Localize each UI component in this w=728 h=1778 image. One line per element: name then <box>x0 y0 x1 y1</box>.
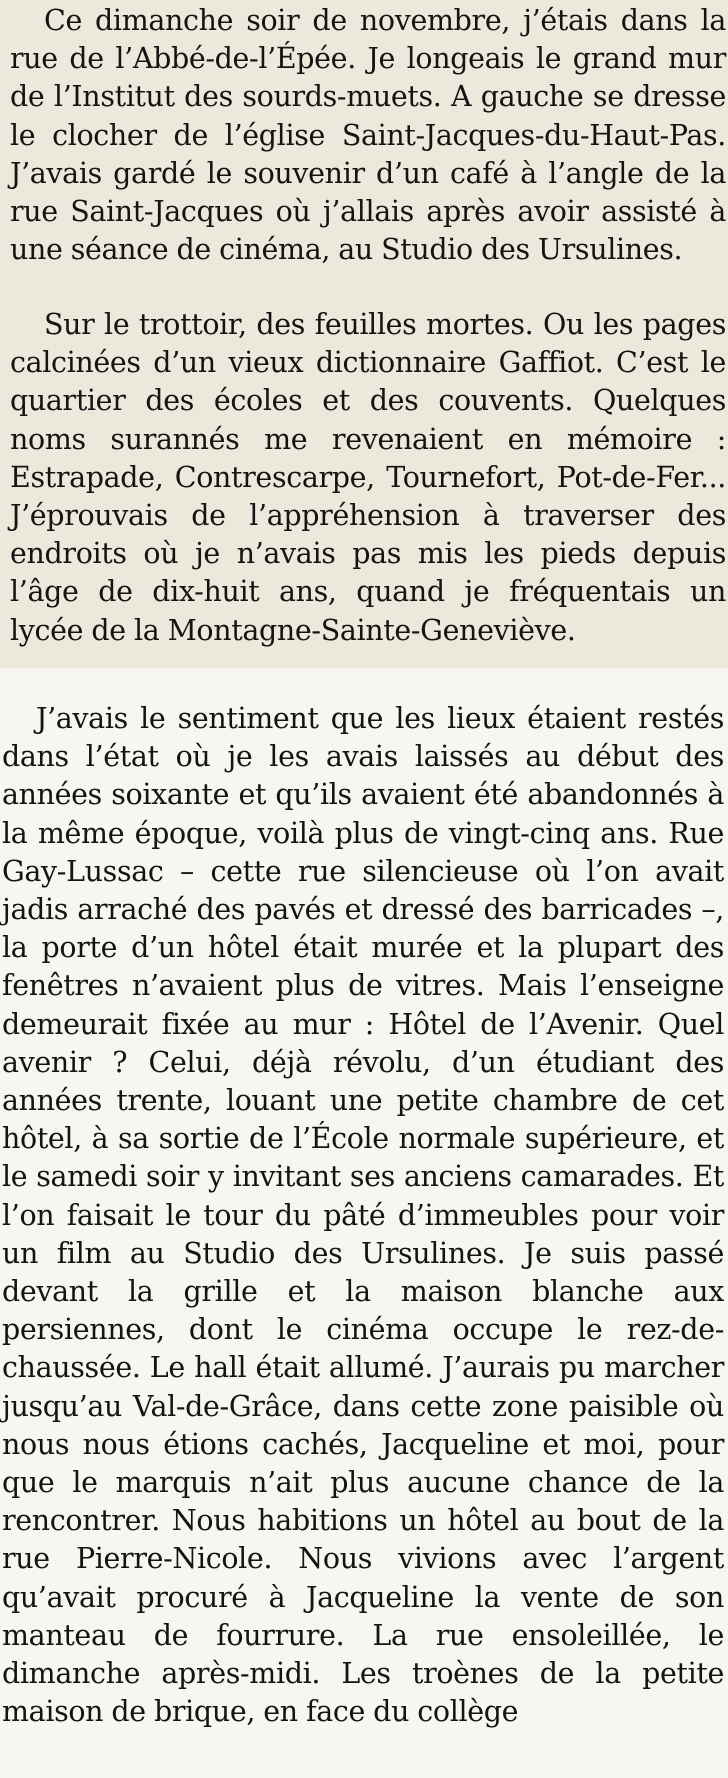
top-text-block <box>0 0 728 668</box>
paragraph-2: Sur le trottoir, des feuilles mortes. Ou les pages calcinées d’un vieux dictionnaire Gaffiot. C’est le quartier des écoles et des couvents. Quelques noms surannés me revenaient en mémoire : Estrapade, Contrescarpe, Tournefort, Pot-de-Fer... J’éprouvais de l’appréhension à traverser des endroits où je n’avais pas mis les pieds depuis l’âge de dix-huit ans, quand je fréquentais un lycée de la Montagne-Sainte-Geneviève. <box>10 308 726 647</box>
paragraph-1: Ce dimanche soir de novembre, j’étais dans la rue de l’Abbé-de-l’Épée. Je longeais le grand mur de l’Institut des sourds-muets. A gauche se dresse le clocher de l’église Saint-Jacques-du-Haut-Pas. J’avais gardé le souvenir d’un café à l’angle de la rue Saint-Jacques où j’allais après avoir assisté à une séance de cinéma, au Studio des Ursulines. <box>10 4 726 267</box>
paragraph-3: J’avais le sentiment que les lieux étaient restés dans l’état où je les avais laissés au début des années soixante et qu’ils avaient été abandonnés à la même époque, voilà plus de vingt-cinq ans. Rue Gay-Lussac – cette rue silencieuse où l’on avait jadis arraché des pavés et dressé des barricades –, la porte d’un hôtel était murée et la plupart des fenêtres n’avaient plus de vitres. Mais l’enseigne demeurait fixée au mur : Hôtel de l’Avenir. Quel avenir ? Celui, déjà révolu, d’un étudiant des années trente, louant une petite chambre de cet hôtel, à sa sortie de l’École normale supérieure, et le samedi soir y invitant ses anciens camarades. Et l’on faisait le tour du pâté d’immeubles pour voir un film au Studio des Ursulines. Je suis passé devant la grille et la maison blanche aux persiennes, dont le cinéma occupe le rez-de-chaussée. Le hall était allumé. J’aurais pu marcher jusqu’au Val-de-Grâce, dans cette zone paisible où nous nous étions cachés, Jacqueline et moi, pour que le marquis n’ait plus aucune chance de la rencontrer. Nous habitions un hôtel au bout de la rue Pierre-Nicole. Nous vivions avec l’argent qu’avait procuré à Jacqueline la vente de son manteau de fourrure. La rue ensoleillée, le dimanche après-midi. Les troènes de la petite maison de brique, en face du collège <box>2 702 724 1729</box>
